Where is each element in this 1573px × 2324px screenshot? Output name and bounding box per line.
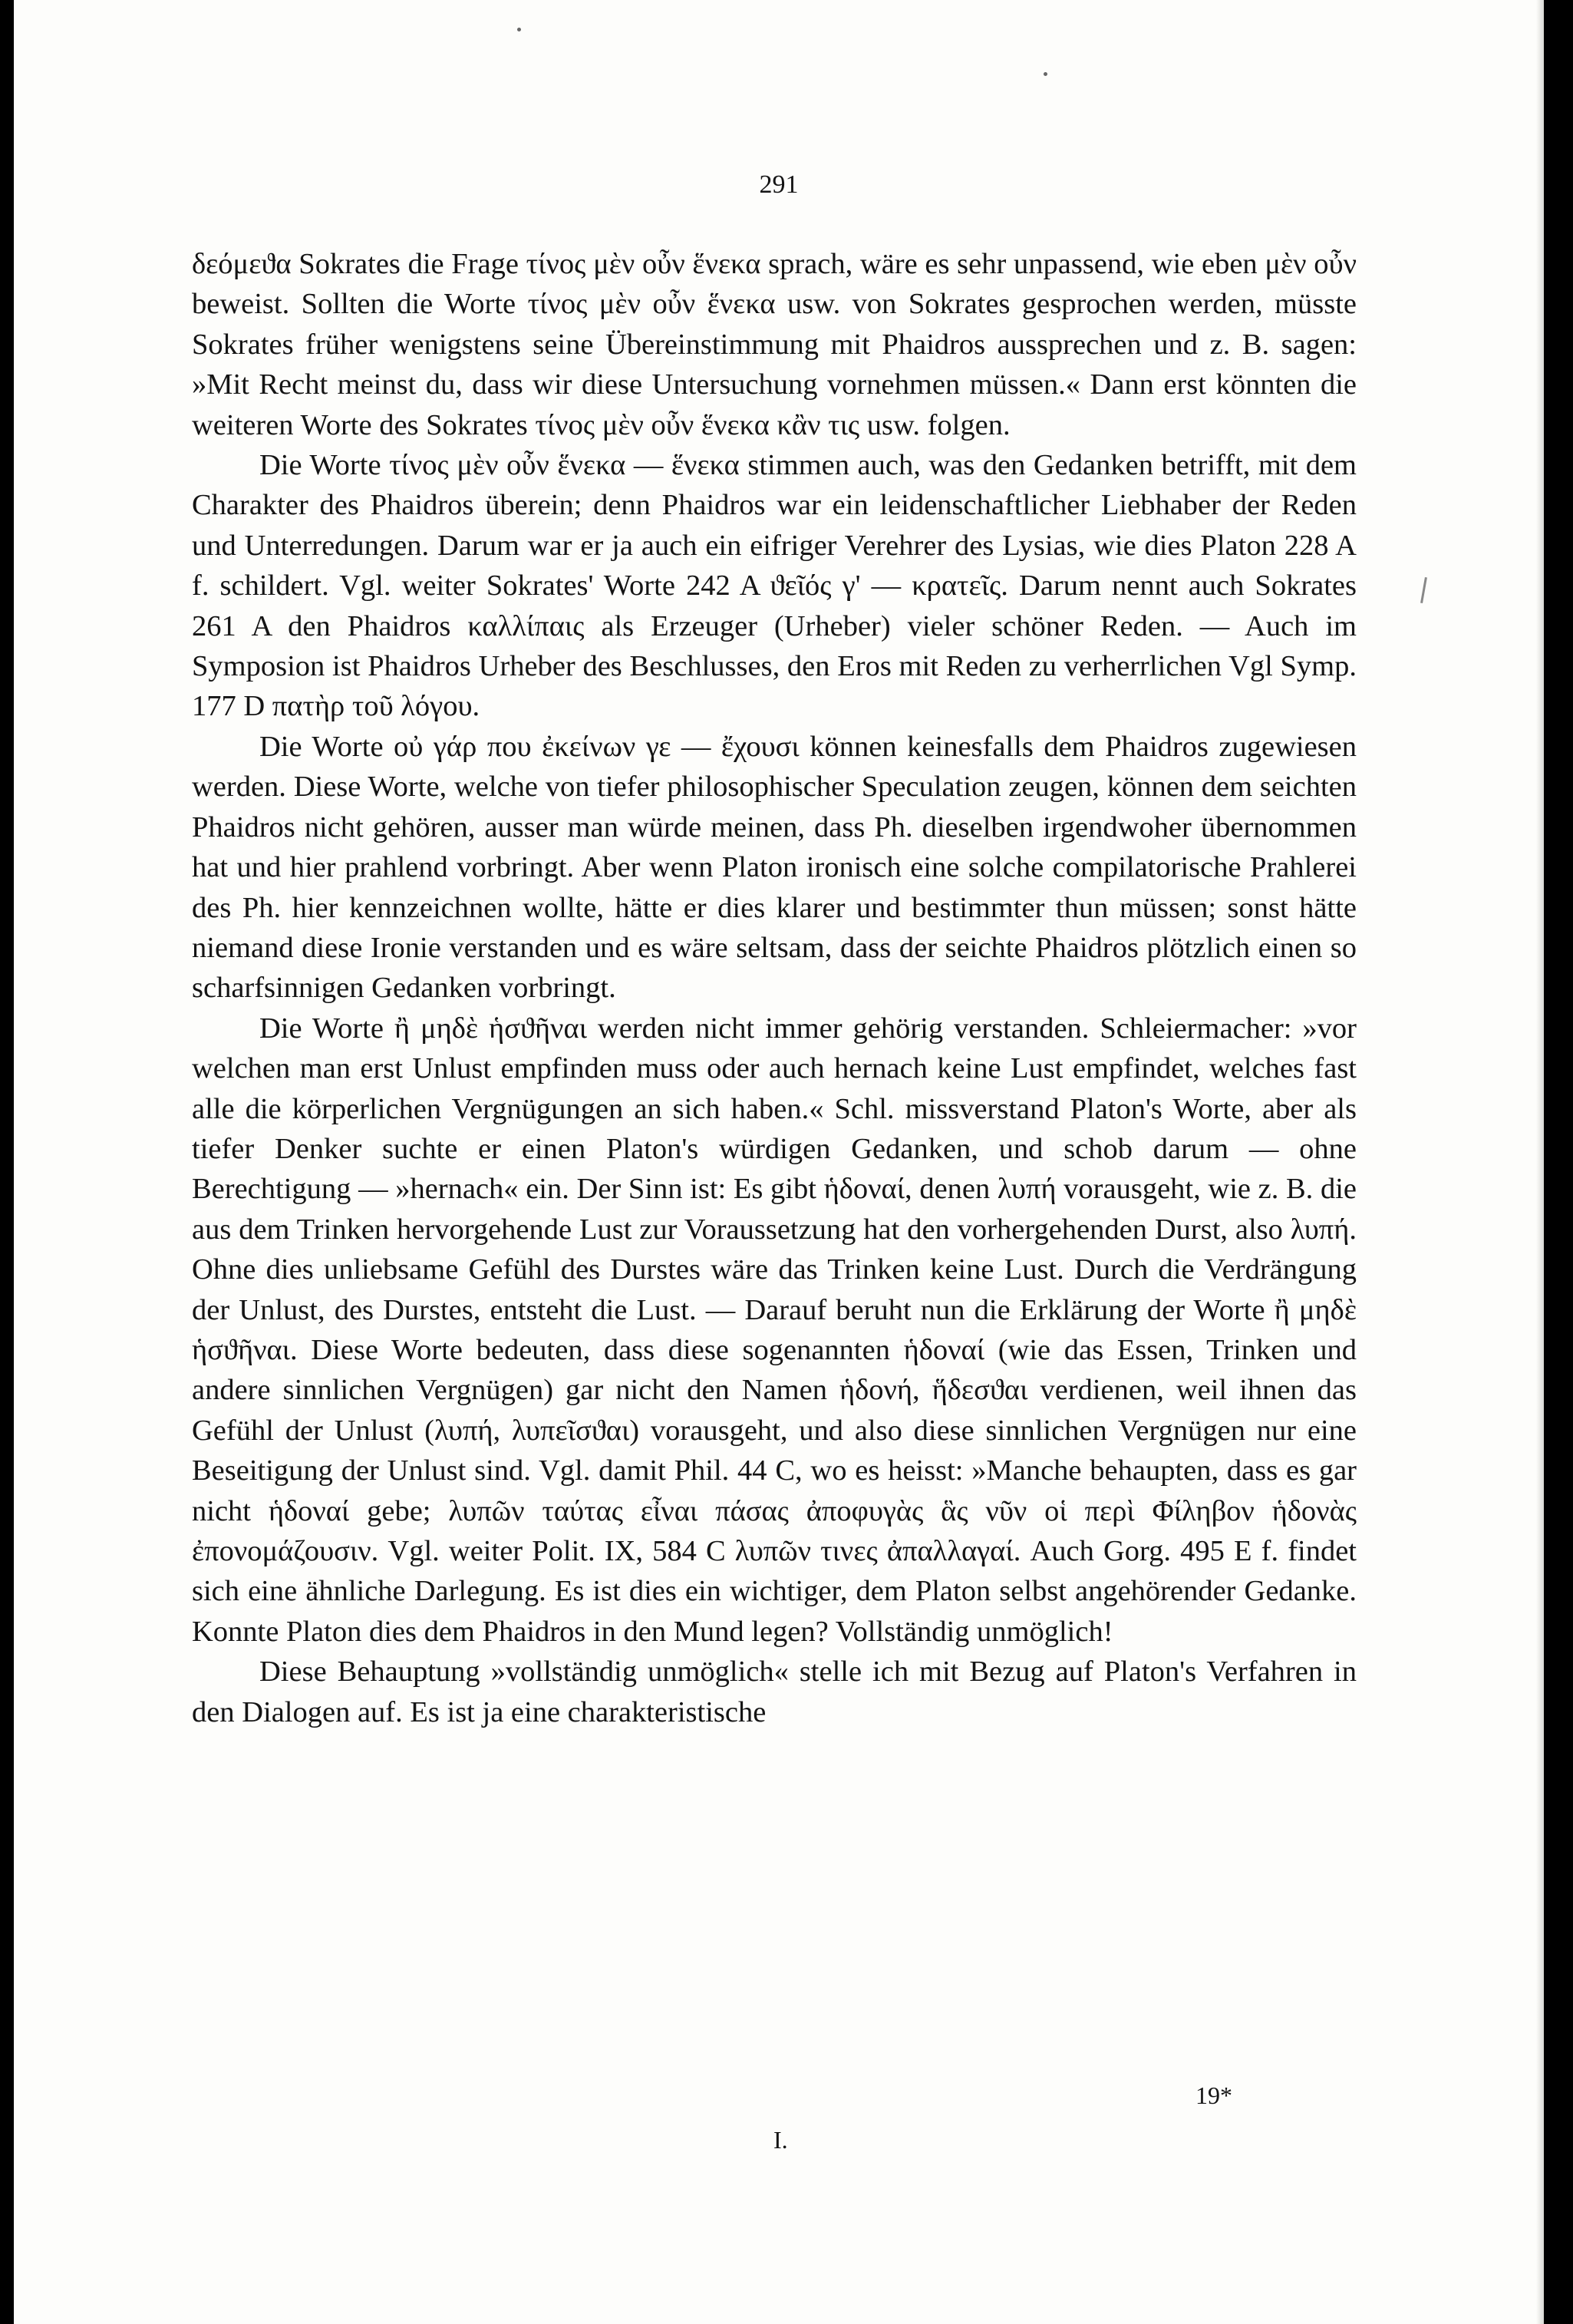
body-text [192,244,1357,1732]
paragraph-5: Diese Behauptung »vollständig unmöglich« stelle ich mit Bezug auf Platon's Verfahren in den Dialogen auf. Es ist ja eine charakteristische [192,1656,1357,1728]
margin-stroke [1420,577,1427,603]
speck-mark [1044,72,1047,76]
page-number: 291 [759,170,799,199]
paragraph-4: Die Worte ἢ μηδὲ ἡσϑῆναι werden nicht immer gehörig verstanden. Schleiermacher: »vor welchen man erst Unlust empfinden muss oder auch hernach keine Lust empfindet, welches fast alle die körperlichen Vergnügungen an sich haben.« Schl. missverstand Platon's Worte, aber als tiefer Denker suchte er einen Platon's würdigen Gedanken, und schob darum — ohne Berechtigung — »hernach« ein. Der Sinn ist: Es gibt ἡδοναί, denen λυπή vorausgeht, wie z. B. die aus dem Trinken hervorgehende Lust zur Voraussetzung hat den vorhergehenden Durst, also λυπή. Ohne dies unliebsame Gefühl des Durstes wäre das Trinken keine Lust. Durch die Verdrängung der Unlust, des Durstes, entsteht die Lust. — Darauf beruht nun die Erklärung der Worte ἢ μηδὲ ἡσϑῆναι. Diese Worte bedeuten, dass diese sogenannten ἡδοναί (wie das Essen, Trinken und andere sinnlichen Vergnügen) gar nicht den Namen ἡδονή, ἥδεσϑαι verdienen, weil ihnen das Gefühl der Unlust (λυπή, λυπεῖσϑαι) vorausgeht, und also diese sinnlichen Vergnügen nur eine Beseitigung der Unlust sind. Vgl. damit Phil. 44 C, wo es heisst: »Manche behaupten, dass es gar nicht ἡδοναί gebe; λυπῶν ταύτας εἶναι πάσας ἀποφυγὰς ἃς νῦν οἱ περὶ Φίληβον ἡδονὰς ἐπονομάζουσιν. Vgl. weiter Polit. IX, 584 C λυπῶν τινες ἀπαλλαγαί. Auch Gorg. 495 E f. findet sich eine ähnliche Darlegung. Es ist dies ein wichtiger, dem Platon selbst angehörender Gedanke. Konnte Platon dies dem Phaidros in den Mund legen? Vollständig unmöglich! [192,1012,1357,1648]
page-edge-shadow [1536,0,1544,2324]
paragraph-3: Die Worte οὐ γάρ που ἐκείνων γε — ἔχουσι können keinesfalls dem Phaidros zugewiesen werden. Diese Worte, welche von tiefer philosophischer Speculation zeugen, können dem seichten Phaidros nicht gehören, ausser man würde meinen, dass Ph. dieselben irgendwoher übernommen hat und hier prahlend vorbringt. Aber wenn Platon ironisch eine solche compilatorische Prahlerei des Ph. hier kennzeichnen wollte, hätte er dies klarer und bestimmter thun müssen; sonst hätte niemand diese Ironie verstanden und es wäre seltsam, dass der seichte Phaidros plötzlich einen so scharfsinnigen Gedanken vorbringt. [192,730,1357,1005]
speck-mark [517,28,521,31]
book-page [14,0,1544,2324]
signature-mark: 19* [1195,2081,1232,2109]
paragraph-2: Die Worte τίνος μὲν οὖν ἕνεκα — ἕνεκα stimmen auch, was den Gedanken betrifft, mit dem Charakter des Phaidros überein; denn Phaidros war ein leidenschaftlicher Liebhaber der Reden und Unterredungen. Darum war er ja auch ein eifriger Verehrer des Lysias, wie dies Platon 228 A f. schildert. Vgl. weiter Sokrates' Worte 242 A ϑεῖός γ' — κρατεῖς. Darum nennt auch Sokrates 261 A den Phaidros καλλίπαις als Erzeuger (Urheber) vieler schöner Reden. — Auch im Symposion ist Phaidros Urheber des Beschlusses, den Eros mit Reden zu verherrlichen Vgl Symp. 177 D πατὴρ τοῦ λόγου. [192,449,1357,723]
footer-mark: I. [773,2126,788,2154]
paragraph-1: δεόμεϑα Sokrates die Frage τίνος μὲν οὖν ἕνεκα sprach, wäre es sehr unpassend, wie eben μὲν οὖν beweist. Sollten die Worte τίνος μὲν οὖν ἕνεκα usw. von Sokrates gesprochen werden, müsste Sokrates früher wenigstens seine Übereinstimmung mit Phaidros aussprechen und z. B. sagen: »Mit Recht meinst du, dass wir diese Untersuchung vornehmen müssen.« Dann erst könnten die weiteren Worte des Sokrates τίνος μὲν οὖν ἕνεκα κἂν τις usw. folgen. [192,248,1357,441]
